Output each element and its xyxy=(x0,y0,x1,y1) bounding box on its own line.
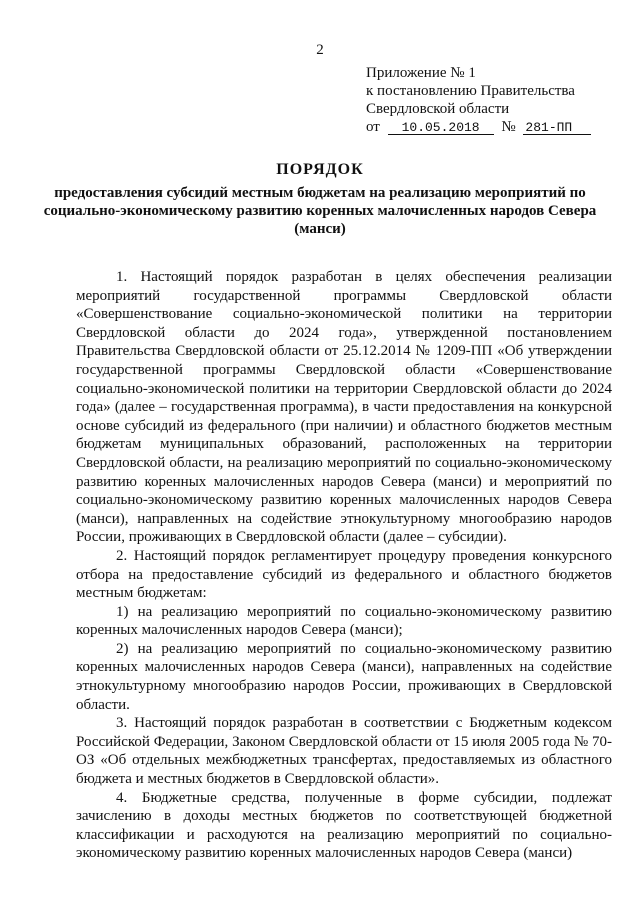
paragraph-2-item-2: 2) на реализацию мероприятий по социально-экономическому развитию коренных малочисленных народов Севера (манси), направленных на содействие этнокультурному многообразию народов России, проживающих в Свердловской области. xyxy=(76,640,612,713)
resolution-date: 10.05.2018 xyxy=(388,121,494,135)
number-label: № xyxy=(501,119,516,135)
from-label: от xyxy=(366,119,380,135)
document-heading xyxy=(0,160,640,238)
paragraph-2-item-1: 1) на реализацию мероприятий по социально-экономическому развитию коренных малочисленных народов Севера (манси); xyxy=(76,603,612,639)
appendix-header xyxy=(366,64,626,136)
appendix-resolution-line: к постановлению Правительства xyxy=(366,83,575,99)
paragraph-1: 1. Настоящий порядок разработан в целях обеспечения реализации мероприятий государственной программы Свердловской области «Совершенствование социально-экономической политики на территории Свердловской области до 2024 года», утвержденной постановлением Правительства Свердловской области от 25.12.2014 № 1209-ПП «Об утверждении государственной программы Свердловской области «Совершенствование социально-экономической политики на территории Свердловской области до 2024 года» (далее – государственная программа), в части предоставления на конкурсной основе субсидий из федерального (при наличии) и областного бюджетов местным бюджетам муниципальных образований, расположенных на территории Свердловской области, на реализацию мероприятий по социально-экономическому развитию коренных малочисленных народов Севера (манси) и мероприятий по социально-экономическому развитию коренных малочисленных народов Севера (манси), направленных на содействие этнокультурному многообразию народов России, проживающих в Свердловской области (далее – субсидии). xyxy=(76,269,612,546)
document-body xyxy=(76,268,612,863)
paragraph-2: 2. Настоящий порядок регламентирует процедуру проведения конкурсного отбора на предоставление субсидий из федерального и областного бюджетов местным бюджетам: xyxy=(76,547,612,602)
appendix-region-line: Свердловской области xyxy=(366,101,510,117)
appendix-date-number-line xyxy=(366,118,626,136)
resolution-number: 281-ПП xyxy=(523,121,591,135)
page-number: 2 xyxy=(316,42,324,58)
document-title: ПОРЯДОК xyxy=(276,161,364,178)
appendix-title: Приложение № 1 xyxy=(366,65,476,81)
paragraph-3: 3. Настоящий порядок разработан в соответствии с Бюджетным кодексом Российской Федерации, Законом Свердловской области от 15 июля 2005 года № 70-ОЗ «Об отдельных межбюджетных трансфертах, предоставляемых из областного бюджета и местных бюджетов в Свердловской области». xyxy=(76,715,612,788)
paragraph-4: 4. Бюджетные средства, полученные в форме субсидии, подлежат зачислению в доходы местных бюджетов по соответствующей бюджетной классификации и расходуются на реализацию мероприятий по социально-экономическому развитию коренных малочисленных народов Севера (манси) xyxy=(76,789,612,862)
document-subtitle: предоставления субсидий местным бюджетам на реализацию мероприятий по социально-экономическому развитию коренных малочисленных народов Севера (манси) xyxy=(43,185,597,237)
